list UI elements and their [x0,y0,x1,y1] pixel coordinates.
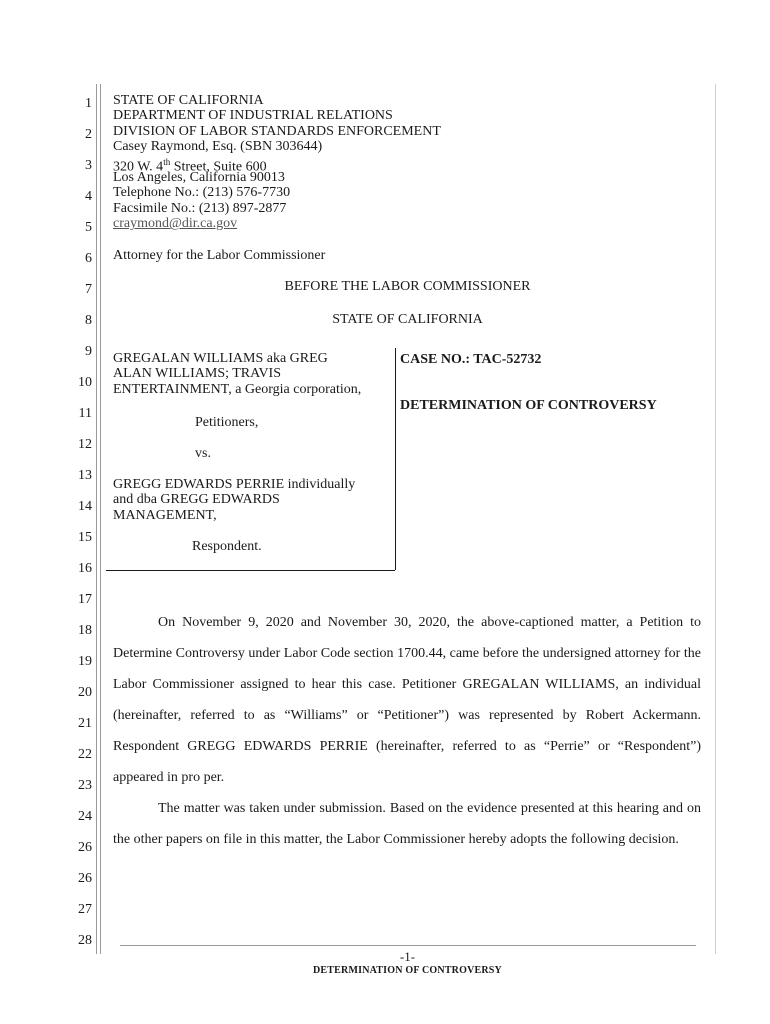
line-number: 22 [78,747,92,762]
page-number: -1- [399,949,416,964]
petitioner-line: ENTERTAINMENT, a Georgia corporation, [113,381,362,397]
line-number: 8 [85,313,92,328]
line-number: 20 [78,685,92,700]
header-line: Telephone No.: (213) 576-7730 [113,185,291,201]
email-link[interactable]: craymond@dir.ca.gov [113,216,238,232]
line-number: 21 [78,716,92,731]
caption-divider-horizontal [106,570,395,571]
line-number: 26 [78,840,92,855]
line-number: 15 [78,530,92,545]
line-number: 18 [78,623,92,638]
line-number: 5 [85,220,92,235]
line-number: 12 [78,437,92,452]
header-line: Casey Raymond, Esq. (SBN 303644) [113,139,323,155]
street-rest: Street, Suite 600 [170,159,267,175]
line-number: 6 [85,251,92,266]
petitioner-line: ALAN WILLIAMS; TRAVIS [113,366,282,382]
header-line: DIVISION OF LABOR STANDARDS ENFORCEMENT [113,123,441,139]
line-number: 1 [85,96,92,111]
state-heading: STATE OF CALIFORNIA [332,312,483,327]
line-number: 4 [85,189,92,204]
line-number: 16 [78,561,92,576]
footer-rule [120,945,696,946]
paragraph: On November 9, 2020 and November 30, 2020, the above-captioned matter, a Petition to Determine Controversy under Labor Code section 1700.44, came before the undersigned attorney for the Labor Commissioner assigned to hear this case. Petitioner GREGALAN WILLIAMS, an individual (hereinafter, referred to as “Williams” or “Petitioner”) was represented by Robert Ackermann. Respondent GREGG EDWARDS PERRIE (hereinafter, referred to as “Perrie” or “Respondent”) appeared in pro per. [113,615,701,785]
line-number: 9 [85,344,92,359]
respondent-label: Respondent. [192,539,262,554]
line-number: 2 [85,127,92,142]
header-line: Facsimile No.: (213) 897-2877 [113,200,287,216]
line-number: 24 [78,809,92,824]
line-number: 19 [78,654,92,669]
header-line: STATE OF CALIFORNIA [113,93,264,108]
petitioners-label: Petitioners, [195,415,259,430]
line-number: 13 [78,468,92,483]
respondent-line: and dba GREGG EDWARDS [113,492,280,508]
document-title: DETERMINATION OF CONTROVERSY [400,398,657,413]
respondent-line: GREGG EDWARDS PERRIE individually [113,477,356,492]
line-number: 11 [78,406,92,421]
margin-rule-right [715,84,716,954]
attorney-for: Attorney for the Labor Commissioner [113,248,326,263]
respondent-line: MANAGEMENT, [113,507,217,523]
street-suffix: th [163,156,171,167]
line-number: 17 [78,592,92,607]
line-number: 14 [78,499,92,514]
paragraph: The matter was taken under submission. Based on the evidence presented at this hearing and on the other papers on file in this matter, the Labor Commissioner hereby adopts the following decision. [113,801,701,847]
body-text [113,607,701,855]
versus: vs. [195,446,211,461]
footer-title: DETERMINATION OF CONTROVERSY [313,965,502,976]
line-number: 26 [78,871,92,886]
petitioner-line: GREGALAN WILLIAMS aka GREG [113,351,328,366]
header-line: DEPARTMENT OF INDUSTRIAL RELATIONS [113,108,393,124]
before-heading: BEFORE THE LABOR COMMISSIONER [284,279,531,294]
line-number: 23 [78,778,92,793]
line-number: 28 [78,933,92,948]
line-number: 7 [85,282,92,297]
case-number: CASE NO.: TAC-52732 [400,352,542,367]
line-number: 27 [78,902,92,917]
header-line: Los Angeles, California 90013 [113,170,285,185]
margin-rule-left-inner [100,84,101,954]
line-number: 10 [78,375,92,390]
street-number: 320 W. 4 [113,159,164,175]
line-number: 3 [85,158,92,173]
margin-rule-left-outer [96,84,97,954]
caption-divider-vertical [395,348,396,570]
